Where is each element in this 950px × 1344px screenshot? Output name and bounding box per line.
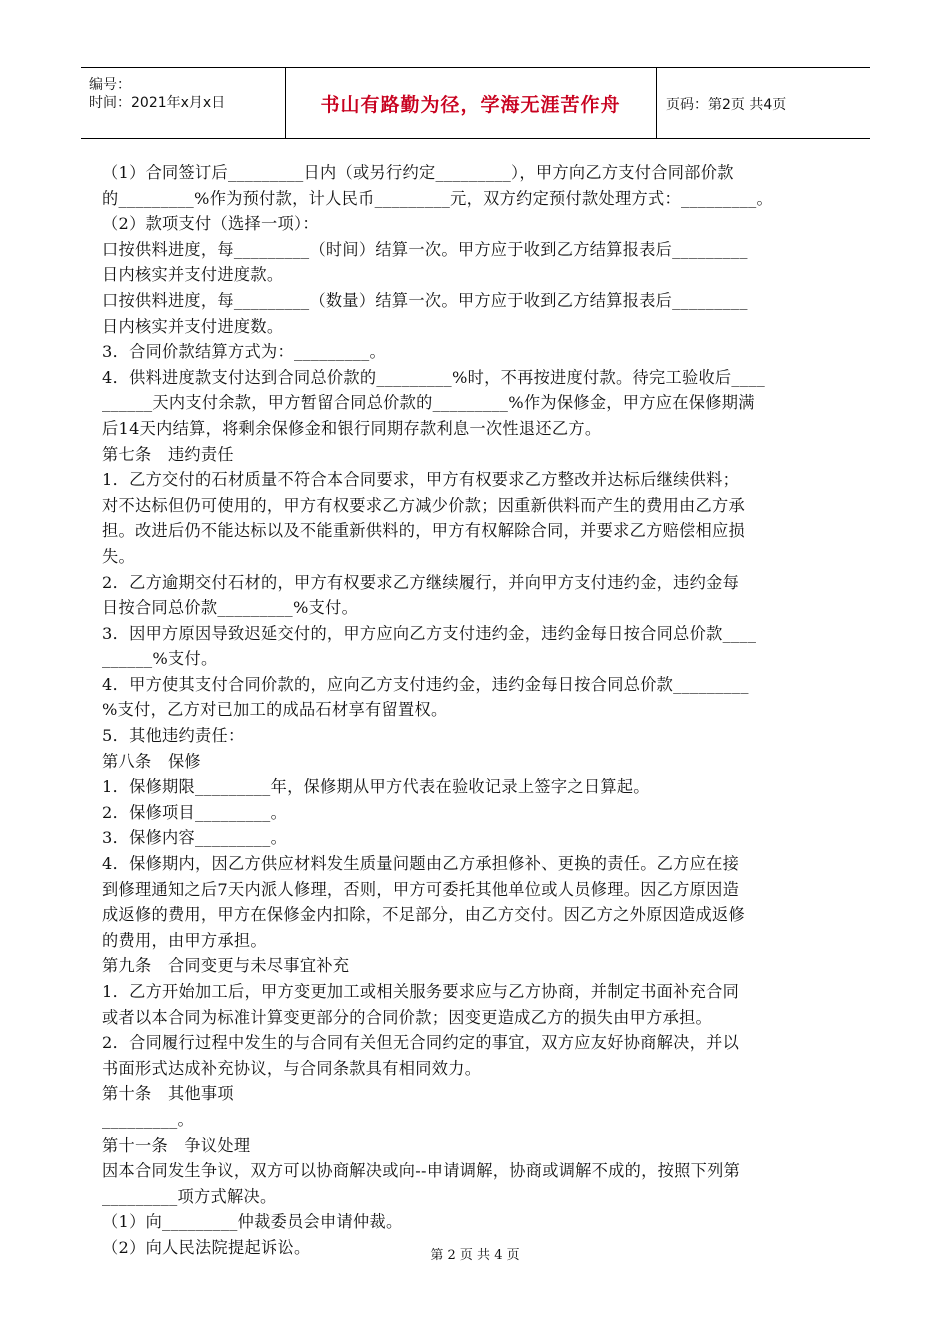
header-left-cell: [81, 68, 286, 138]
text-line: 失。: [102, 546, 135, 566]
text-line: 1．乙方交付的石材质量不符合本合同要求，甲方有权要求乙方整改并达标后继续供料；: [102, 470, 740, 490]
text-line: 日内核实并支付进度款。: [102, 265, 284, 285]
text-line: ______天内支付余款，甲方暂留合同总价款的_________%作为保修金，甲方应在保修期满: [102, 393, 755, 413]
page-info: 页码：第2页 共4页: [666, 97, 787, 113]
text-line: 第九条 合同变更与未尽事宜补充: [102, 956, 350, 976]
date-label: 时间：2021年x月x日: [89, 95, 226, 111]
serial-number-label: 编号：: [89, 77, 131, 93]
header-right-cell: [656, 68, 870, 138]
text-line: _________项方式解决。: [102, 1186, 277, 1206]
page-footer: 第 2 页 共 4 页: [430, 1248, 520, 1263]
text-line: 2．乙方逾期交付石材的，甲方有权要求乙方继续履行，并向甲方支付违约金，违约金每: [102, 572, 740, 592]
text-line: 担。改进后仍不能达标以及不能重新供料的，甲方有权解除合同，并要求乙方赔偿相应损: [102, 521, 746, 541]
text-line: _________。: [102, 1109, 195, 1129]
text-line: 或者以本合同为标准计算变更部分的合同价款；因变更造成乙方的损失由甲方承担。: [102, 1007, 713, 1027]
text-line: 4．保修期内，因乙方供应材料发生质量问题由乙方承担修补、更换的责任。乙方应在接: [102, 854, 740, 874]
text-line: 第十条 其他事项: [102, 1084, 234, 1104]
text-line: 5．其他违约责任：: [102, 726, 245, 746]
text-line: 3．保修内容_________。: [102, 828, 288, 848]
text-line: 日按合同总价款_________%支付。: [102, 598, 359, 618]
text-line: 的_________%作为预付款，计人民币_________元，双方约定预付款处理方式：_________。: [102, 188, 773, 208]
text-line: 4．甲方使其支付合同价款的，应向乙方支付违约金，违约金每日按合同总价款_________: [102, 674, 749, 694]
document-header: [81, 67, 870, 139]
text-line: 第八条 保修: [102, 751, 201, 771]
text-line: 到修理通知之后7天内派人修理，否则，甲方可委托其他单位或人员修理。因乙方原因造: [102, 879, 740, 899]
header-motto: 书山有路勤为径，学海无涯苦作舟: [320, 94, 621, 116]
text-line: 4．供料进度款支付达到合同总价款的_________%时，不再按进度付款。待完工验收后____: [102, 367, 765, 387]
text-line: 第七条 违约责任: [102, 444, 234, 464]
text-line: 2．合同履行过程中发生的与合同有关但无合同约定的事宜，双方应友好协商解决，并以: [102, 1033, 740, 1053]
text-line: 1．保修期限_________年，保修期从甲方代表在验收记录上签字之日算起。: [102, 777, 650, 797]
text-line: 第十一条 争议处理: [102, 1135, 251, 1155]
text-line: 口按供料进度，每_________（时间）结算一次。甲方应于收到乙方结算报表后_________: [102, 239, 748, 259]
text-line: 对不达标但仍可使用的，甲方有权要求乙方减少价款；因重新供料而产生的费用由乙方承: [102, 495, 746, 515]
text-line: 口按供料进度，每_________（数量）结算一次。甲方应于收到乙方结算报表后_________: [102, 290, 748, 310]
text-line: （2）向人民法院提起诉讼。: [102, 1237, 311, 1257]
text-line: 因本合同发生争议，双方可以协商解决或向--申请调解，协商或调解不成的，按照下列第: [102, 1161, 741, 1181]
text-line: 2．保修项目_________。: [102, 802, 288, 822]
text-line: 书面形式达成补充协议，与合同条款具有相同效力。: [102, 1058, 482, 1078]
text-line: 后14天内结算，将剩余保修金和银行同期存款利息一次性退还乙方。: [102, 418, 602, 438]
text-line: %支付，乙方对已加工的成品石材享有留置权。: [102, 700, 448, 720]
text-line: （2）款项支付（选择一项）：: [102, 214, 319, 234]
contract-body: [102, 160, 857, 1261]
text-line: 1．乙方开始加工后，甲方变更加工或相关服务要求应与乙方协商，并制定书面补充合同: [102, 982, 740, 1001]
text-line: 3．因甲方原因导致迟延交付的，甲方应向乙方支付违约金，违约金每日按合同总价款____: [102, 623, 757, 643]
text-line: 日内核实并支付进度数。: [102, 316, 284, 336]
text-line: 3．合同价款结算方式为：_________。: [102, 342, 386, 362]
header-middle-cell: [285, 68, 657, 138]
text-line: （1）合同签订后_________日内（或另行约定_________），甲方向乙方支付合同部价款: [102, 163, 734, 182]
text-line: 成返修的费用，甲方在保修金内扣除，不足部分，由乙方交付。因乙方之外原因造成返修: [102, 905, 746, 925]
text-line: ______%支付。: [102, 649, 218, 669]
text-line: 的费用，由甲方承担。: [102, 930, 267, 950]
text-line: （1）向_________仲裁委员会申请仲裁。: [102, 1212, 403, 1232]
